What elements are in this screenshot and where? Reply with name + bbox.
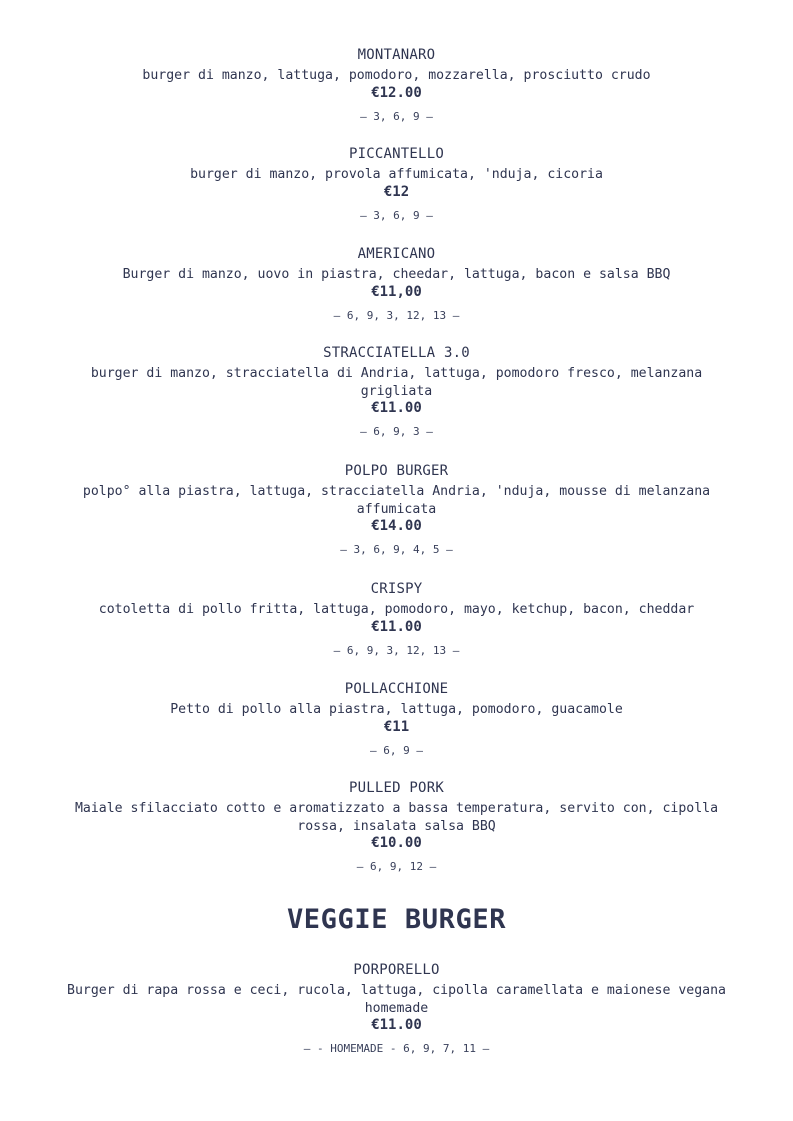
item-price: €11.00	[371, 1017, 422, 1033]
item-description: Burger di manzo, uovo in piastra, cheedar, lattuga, bacon e salsa BBQ	[122, 267, 671, 282]
item-description: cotoletta di pollo fritta, lattuga, pomodoro, mayo, ketchup, bacon, cheddar	[98, 602, 695, 617]
item-price: €10.00	[371, 835, 422, 851]
item-description: polpo° alla piastra, lattuga, stracciatella Andria, 'nduja, mousse di melanzana affumicata	[82, 484, 711, 517]
item-allergens: — 6, 9, 3 —	[360, 425, 433, 438]
item-description: Petto di pollo alla piastra, lattuga, pomodoro, guacamole	[170, 702, 623, 717]
item-description: Maiale sfilacciato cotto e aromatizzato a bassa temperatura, servito con, cipolla rossa, insalata salsa BBQ	[74, 801, 719, 834]
item-description: burger di manzo, stracciatella di Andria, lattuga, pomodoro fresco, melanzana grigliata	[90, 366, 703, 399]
item-description: burger di manzo, lattuga, pomodoro, mozzarella, prosciutto crudo	[142, 68, 651, 83]
item-name: POLPO BURGER	[344, 463, 449, 479]
item-allergens: — 6, 9, 3, 12, 13 —	[333, 308, 460, 322]
item-allergens: — 3, 6, 9, 4, 5 —	[340, 543, 453, 556]
menu-item-polpo-burger	[60, 462, 733, 557]
item-allergens: — 3, 6, 9 —	[360, 109, 433, 123]
menu-item-stracciatella	[60, 344, 733, 439]
menu-item-porporello	[60, 961, 733, 1056]
item-name: AMERICANO	[357, 246, 436, 262]
item-price: €12	[383, 183, 410, 200]
item-price: €14.00	[371, 518, 422, 534]
item-name: STRACCIATELLA 3.0	[323, 345, 470, 361]
item-allergens: — 3, 6, 9 —	[360, 208, 433, 222]
menu-item-crispy	[60, 580, 733, 658]
item-name: POLLACCHIONE	[344, 681, 449, 697]
item-price: €11.00	[371, 400, 422, 416]
item-allergens: — 6, 9, 3, 12, 13 —	[333, 643, 460, 657]
item-name: PULLED PORK	[349, 780, 444, 796]
item-price: €11	[383, 718, 410, 735]
section-title-veggie-burger: VEGGIE BURGER	[286, 904, 507, 935]
item-description: burger di manzo, provola affumicata, 'nduja, cicoria	[190, 167, 603, 182]
item-name: PORPORELLO	[353, 962, 440, 978]
menu-item-americano	[60, 245, 733, 323]
menu-item-piccantello	[60, 145, 733, 223]
menu-item-pulled-pork	[60, 779, 733, 874]
item-name: CRISPY	[370, 581, 423, 597]
item-name: PICCANTELLO	[349, 146, 444, 162]
menu-item-pollacchione	[60, 680, 733, 758]
item-allergens: — - HOMEMADE - 6, 9, 7, 11 —	[303, 1042, 490, 1055]
menu-item-montanaro	[60, 46, 733, 124]
item-name: MONTANARO	[357, 47, 436, 63]
item-price: €12.00	[371, 84, 422, 101]
item-price: €11.00	[371, 618, 422, 635]
item-allergens: — 6, 9 —	[370, 743, 423, 757]
item-allergens: — 6, 9, 12 —	[356, 860, 437, 873]
item-description: Burger di rapa rossa e ceci, rucola, lattuga, cipolla caramellata e maionese vegana homemade	[67, 983, 726, 1016]
item-price: €11,00	[371, 283, 422, 300]
